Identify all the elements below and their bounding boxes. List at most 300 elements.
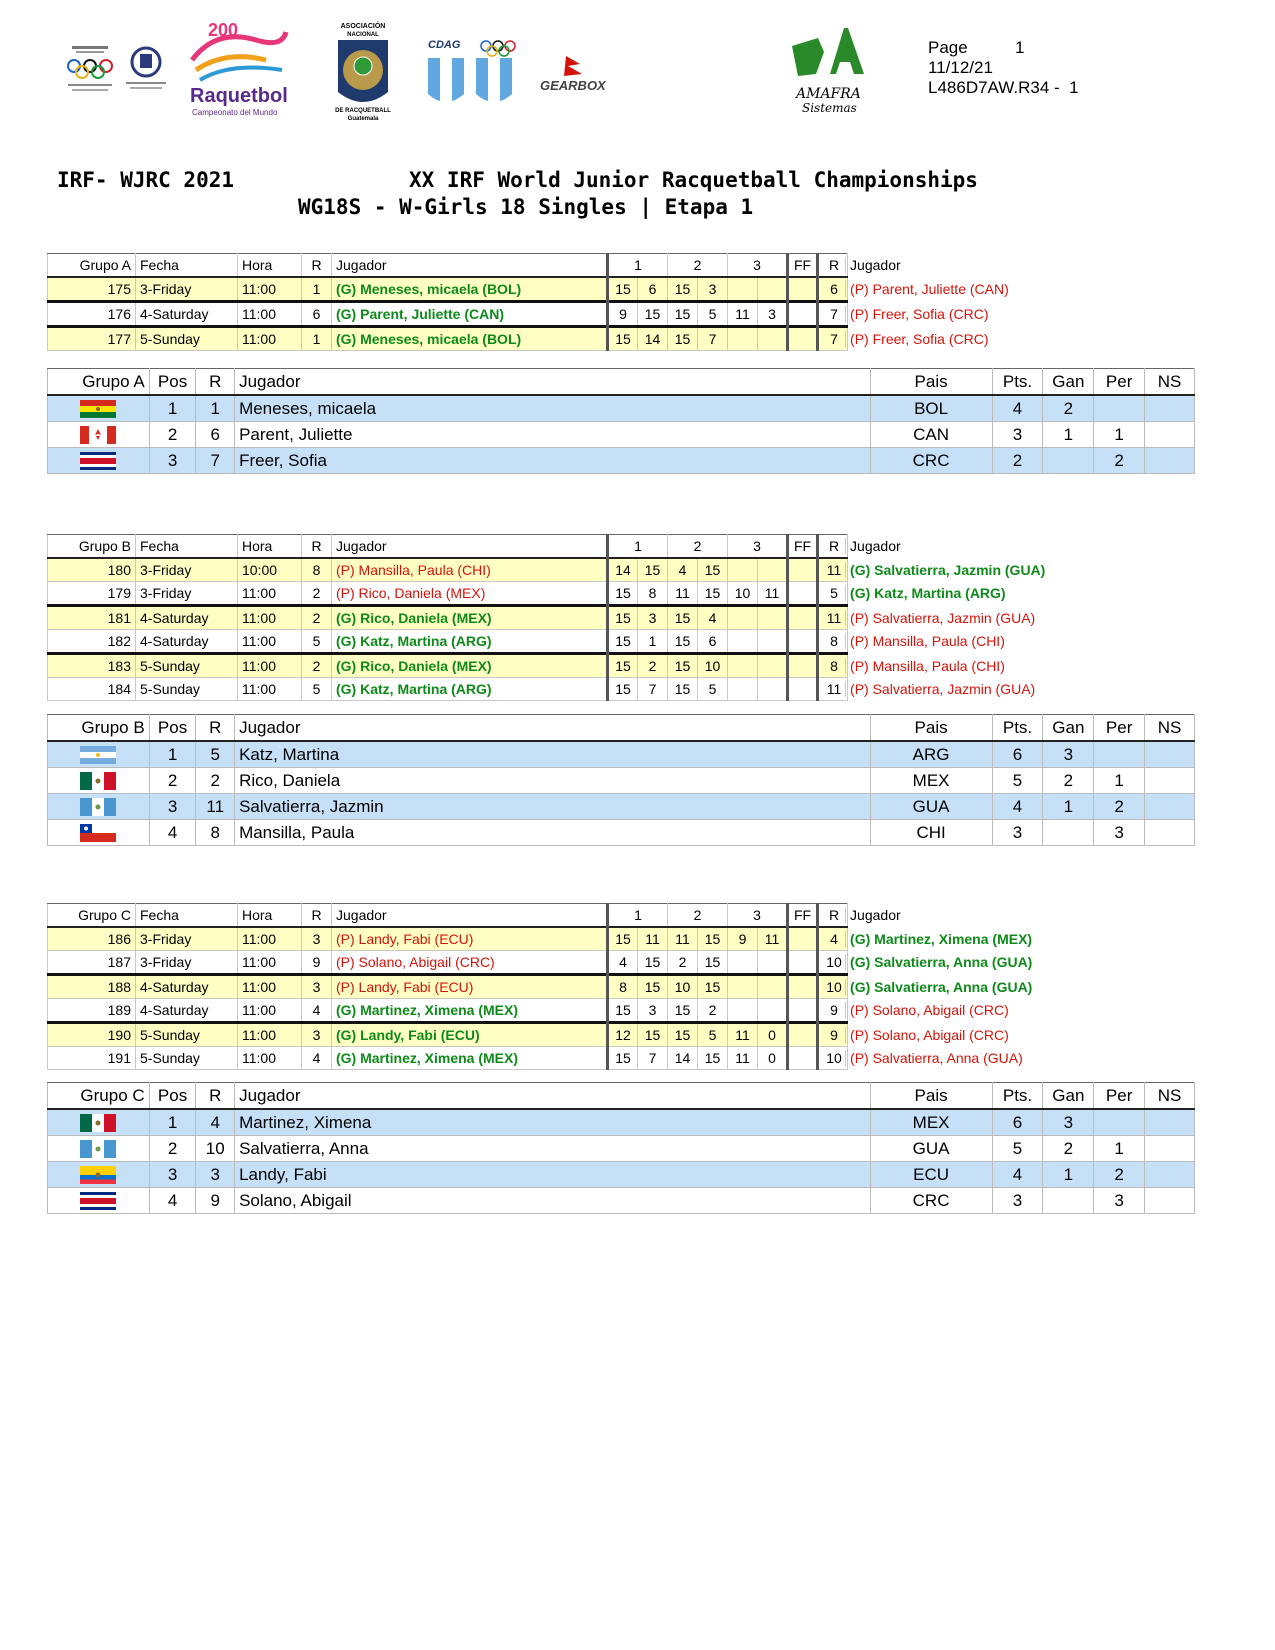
sports-university-logo <box>124 44 168 96</box>
match-row <box>48 654 1220 678</box>
match-r1: 5 <box>302 630 332 654</box>
standing-pos: 4 <box>149 1188 196 1214</box>
standing-pos: 1 <box>149 741 196 768</box>
match-player1: (P) Mansilla, Paula (CHI) <box>332 558 608 582</box>
match-opponent <box>818 654 1005 678</box>
standing-r: 11 <box>196 794 235 820</box>
standing-pais: CRC <box>870 448 992 474</box>
match-r1: 4 <box>302 1047 332 1070</box>
match-score: 14 <box>668 1047 698 1070</box>
match-score: 4 <box>668 558 698 582</box>
match-hora: 11:00 <box>238 678 302 701</box>
match-score: 15 <box>668 302 698 327</box>
match-id: 183 <box>48 654 136 678</box>
match-ff <box>788 975 818 999</box>
match-score: 11 <box>668 582 698 606</box>
match-r2: 7 <box>823 306 846 322</box>
match-id: 176 <box>48 302 136 327</box>
col-opponent <box>818 535 901 559</box>
match-player1: (G) Meneses, micaela (BOL) <box>332 277 608 302</box>
match-r1: 1 <box>302 277 332 302</box>
col-gan: Gan <box>1043 369 1094 396</box>
match-player2: (G) Katz, Martina (ARG) <box>850 585 1006 601</box>
match-id: 180 <box>48 558 136 582</box>
asociacion-racquetball-guatemala-logo <box>330 20 396 124</box>
col-set-2: 2 <box>668 254 728 278</box>
match-score: 10 <box>728 582 758 606</box>
match-score: 15 <box>668 678 698 701</box>
match-player2: (G) Martinez, Ximena (MEX) <box>850 931 1033 947</box>
col-pos: Pos <box>149 1083 196 1110</box>
match-row <box>48 1047 1220 1070</box>
match-ff <box>788 582 818 606</box>
standing-per <box>1094 395 1145 422</box>
standing-pos: 3 <box>149 1162 196 1188</box>
match-player2: (P) Salvatierra, Anna (GUA) <box>850 1050 1023 1066</box>
col-r: R <box>196 1083 235 1110</box>
standing-gan: 2 <box>1043 1136 1094 1162</box>
match-score: 14 <box>638 327 668 351</box>
match-player1: (P) Landy, Fabi (ECU) <box>332 975 608 999</box>
match-score: 15 <box>668 277 698 302</box>
match-r2: 10 <box>823 1050 846 1066</box>
match-score: 3 <box>638 999 668 1023</box>
standings-header-row <box>48 715 1195 742</box>
match-id: 177 <box>48 327 136 351</box>
standing-pais: ECU <box>870 1162 992 1188</box>
match-score: 6 <box>698 630 728 654</box>
match-id: 184 <box>48 678 136 701</box>
match-row <box>48 606 1220 630</box>
match-r2: 5 <box>823 585 846 601</box>
col-jugador2: Jugador <box>850 257 901 273</box>
standings-row <box>48 794 1195 820</box>
standing-player: Rico, Daniela <box>235 768 871 794</box>
standing-player: Katz, Martina <box>235 741 871 768</box>
standing-pos: 2 <box>149 422 196 448</box>
event-subtitle: WG18S - W-Girls 18 Singles | Etapa 1 <box>298 195 754 219</box>
match-score: 9 <box>728 927 758 951</box>
match-score: 8 <box>608 975 638 999</box>
match-score: 15 <box>638 302 668 327</box>
match-score: 14 <box>608 558 638 582</box>
standing-per: 3 <box>1094 820 1145 846</box>
standing-pos: 2 <box>149 768 196 794</box>
match-r2: 9 <box>823 1002 846 1018</box>
match-r1: 5 <box>302 678 332 701</box>
match-ff <box>788 1047 818 1070</box>
match-opponent <box>818 630 1005 654</box>
col-pais: Pais <box>870 715 992 742</box>
col-hora: Hora <box>238 904 302 928</box>
match-score: 0 <box>758 1047 788 1070</box>
standing-r: 10 <box>196 1136 235 1162</box>
standing-r: 9 <box>196 1188 235 1214</box>
standing-player: Mansilla, Paula <box>235 820 871 846</box>
col-r: R <box>302 535 332 559</box>
col-opponent <box>818 254 901 278</box>
match-id: 179 <box>48 582 136 606</box>
group-name: Grupo C <box>48 1083 150 1110</box>
col-pos: Pos <box>149 369 196 396</box>
match-hora: 11:00 <box>238 1047 302 1070</box>
standing-per <box>1094 1109 1145 1136</box>
match-id: 175 <box>48 277 136 302</box>
match-fecha: 4-Saturday <box>136 999 238 1023</box>
col-jugador: Jugador <box>235 1083 871 1110</box>
standing-gan <box>1043 1188 1094 1214</box>
match-fecha: 5-Sunday <box>136 654 238 678</box>
svg-text:CDAG: CDAG <box>428 39 461 51</box>
standing-ns <box>1145 1188 1195 1214</box>
svg-text:Sistemas: Sistemas <box>802 101 857 115</box>
standing-per: 1 <box>1094 422 1145 448</box>
match-hora: 11:00 <box>238 606 302 630</box>
col-set-3: 3 <box>728 535 788 559</box>
match-table <box>47 253 1220 351</box>
standing-player: Landy, Fabi <box>235 1162 871 1188</box>
standing-r: 6 <box>196 422 235 448</box>
col-set-3: 3 <box>728 254 788 278</box>
standing-gan: 1 <box>1043 422 1094 448</box>
match-score <box>758 630 788 654</box>
match-score <box>728 558 758 582</box>
col-gan: Gan <box>1043 1083 1094 1110</box>
match-score: 4 <box>698 606 728 630</box>
match-score: 4 <box>608 951 638 975</box>
gua-flag-icon <box>48 1136 150 1162</box>
group-name: Grupo B <box>48 535 136 559</box>
svg-text:DE RACQUETBALL: DE RACQUETBALL <box>335 108 391 114</box>
page-label: Page <box>928 38 968 57</box>
standing-gan: 1 <box>1043 1162 1094 1188</box>
match-opponent <box>818 927 1033 951</box>
standings-table <box>47 714 1195 846</box>
standing-pais: MEX <box>870 768 992 794</box>
standing-per: 1 <box>1094 1136 1145 1162</box>
match-r2: 10 <box>823 979 846 995</box>
match-score: 15 <box>638 1023 668 1047</box>
standing-ns <box>1145 1162 1195 1188</box>
standings-table <box>47 368 1195 474</box>
match-score: 3 <box>758 302 788 327</box>
standing-r: 7 <box>196 448 235 474</box>
amafra-sistemas-logo <box>788 24 870 116</box>
match-score: 12 <box>608 1023 638 1047</box>
match-score: 15 <box>608 327 638 351</box>
match-score <box>728 606 758 630</box>
match-score: 7 <box>638 678 668 701</box>
col-opponent <box>818 904 901 928</box>
match-opponent <box>818 999 1009 1023</box>
standings-row <box>48 1162 1195 1188</box>
standing-pts: 5 <box>992 1136 1043 1162</box>
match-score: 1 <box>638 630 668 654</box>
match-opponent <box>818 678 1036 701</box>
col-hora: Hora <box>238 535 302 559</box>
standing-per: 2 <box>1094 448 1145 474</box>
standing-pts: 3 <box>992 820 1043 846</box>
col-jugador: Jugador <box>332 535 608 559</box>
match-fecha: 3-Friday <box>136 582 238 606</box>
match-score: 11 <box>728 302 758 327</box>
match-score <box>728 654 758 678</box>
match-r1: 1 <box>302 327 332 351</box>
match-r1: 2 <box>302 654 332 678</box>
match-id: 188 <box>48 975 136 999</box>
standing-r: 4 <box>196 1109 235 1136</box>
match-id: 189 <box>48 999 136 1023</box>
standing-r: 5 <box>196 741 235 768</box>
standings-row <box>48 820 1195 846</box>
match-score: 6 <box>638 277 668 302</box>
standing-gan: 2 <box>1043 395 1094 422</box>
standing-pts: 4 <box>992 794 1043 820</box>
match-id: 191 <box>48 1047 136 1070</box>
match-id: 186 <box>48 927 136 951</box>
col-ns: NS <box>1145 1083 1195 1110</box>
standing-ns <box>1145 768 1195 794</box>
match-r2: 8 <box>823 633 846 649</box>
match-score: 15 <box>698 975 728 999</box>
standing-per: 2 <box>1094 794 1145 820</box>
col-set-2: 2 <box>668 535 728 559</box>
col-r2: R <box>823 538 846 554</box>
match-hora: 11:00 <box>238 654 302 678</box>
col-jugador: Jugador <box>235 715 871 742</box>
match-hora: 11:00 <box>238 927 302 951</box>
match-score: 15 <box>668 630 698 654</box>
match-r2: 11 <box>823 562 846 578</box>
match-player2: (G) Salvatierra, Anna (GUA) <box>850 979 1033 995</box>
chi-flag-icon <box>48 820 150 846</box>
gearbox-logo <box>538 52 634 98</box>
standing-per: 2 <box>1094 1162 1145 1188</box>
match-row <box>48 630 1220 654</box>
standings-row <box>48 741 1195 768</box>
match-row <box>48 951 1220 975</box>
match-row <box>48 999 1220 1023</box>
raquetbol-text: Raquetbol <box>190 85 288 107</box>
report-date: 11/12/21 <box>928 58 993 77</box>
match-score: 15 <box>698 582 728 606</box>
standing-gan: 3 <box>1043 741 1094 768</box>
match-row <box>48 302 1220 327</box>
match-score: 2 <box>698 999 728 1023</box>
group-name: Grupo A <box>48 369 150 396</box>
crc-flag-icon <box>48 448 150 474</box>
match-score: 15 <box>608 654 638 678</box>
arg-flag-icon <box>48 741 150 768</box>
match-id: 181 <box>48 606 136 630</box>
standing-gan: 3 <box>1043 1109 1094 1136</box>
match-score <box>728 951 758 975</box>
standing-pos: 1 <box>149 395 196 422</box>
match-score <box>728 975 758 999</box>
standing-pais: ARG <box>870 741 992 768</box>
match-score <box>758 975 788 999</box>
match-score: 15 <box>638 558 668 582</box>
match-hora: 11:00 <box>238 630 302 654</box>
match-r1: 3 <box>302 975 332 999</box>
col-pts: Pts. <box>992 369 1043 396</box>
standing-pos: 2 <box>149 1136 196 1162</box>
match-score: 15 <box>608 630 638 654</box>
match-hora: 11:00 <box>238 277 302 302</box>
standing-pts: 2 <box>992 448 1043 474</box>
match-row <box>48 327 1220 351</box>
match-r2: 11 <box>823 681 846 697</box>
gua-flag-icon <box>48 794 150 820</box>
match-ff <box>788 1023 818 1047</box>
match-opponent <box>818 951 1033 975</box>
standing-ns <box>1145 395 1195 422</box>
match-row <box>48 582 1220 606</box>
match-score: 15 <box>608 606 638 630</box>
svg-text:AMAFRA: AMAFRA <box>796 86 861 102</box>
match-score <box>758 277 788 302</box>
match-r1: 8 <box>302 558 332 582</box>
standings-row <box>48 1188 1195 1214</box>
match-score <box>728 327 758 351</box>
match-id: 182 <box>48 630 136 654</box>
standing-pos: 1 <box>149 1109 196 1136</box>
col-fecha: Fecha <box>136 254 238 278</box>
col-jugador: Jugador <box>332 904 608 928</box>
standing-ns <box>1145 741 1195 768</box>
match-score: 8 <box>638 582 668 606</box>
standings-row <box>48 422 1195 448</box>
match-r1: 3 <box>302 927 332 951</box>
standing-r: 8 <box>196 820 235 846</box>
can-flag-icon <box>48 422 150 448</box>
match-r1: 2 <box>302 582 332 606</box>
match-score <box>758 951 788 975</box>
match-score <box>728 630 758 654</box>
match-ff <box>788 277 818 302</box>
col-ff: FF <box>788 535 818 559</box>
match-hora: 11:00 <box>238 302 302 327</box>
col-fecha: Fecha <box>136 904 238 928</box>
standing-pts: 5 <box>992 768 1043 794</box>
match-score: 0 <box>758 1023 788 1047</box>
match-r1: 2 <box>302 606 332 630</box>
match-r2: 10 <box>823 954 846 970</box>
page-number: 1 <box>1014 38 1025 57</box>
match-score: 15 <box>698 951 728 975</box>
standing-pais: BOL <box>870 395 992 422</box>
standings-row <box>48 768 1195 794</box>
col-gan: Gan <box>1043 715 1094 742</box>
match-score: 15 <box>668 327 698 351</box>
match-score: 15 <box>668 654 698 678</box>
match-opponent <box>818 558 1046 582</box>
match-opponent <box>818 302 989 327</box>
match-player1: (P) Rico, Daniela (MEX) <box>332 582 608 606</box>
standing-ns <box>1145 1136 1195 1162</box>
match-fecha: 4-Saturday <box>136 975 238 999</box>
col-per: Per <box>1094 369 1145 396</box>
match-score <box>728 277 758 302</box>
col-r: R <box>196 369 235 396</box>
match-opponent <box>818 582 1006 606</box>
standing-pts: 4 <box>992 1162 1043 1188</box>
match-row <box>48 558 1220 582</box>
match-score: 15 <box>638 975 668 999</box>
col-set-1: 1 <box>608 535 668 559</box>
standing-player: Meneses, micaela <box>235 395 871 422</box>
standings-table <box>47 1082 1195 1214</box>
match-score: 15 <box>608 999 638 1023</box>
match-ff <box>788 302 818 327</box>
match-fecha: 4-Saturday <box>136 630 238 654</box>
match-hora: 11:00 <box>238 582 302 606</box>
match-player2: (P) Mansilla, Paula (CHI) <box>850 658 1005 674</box>
match-score: 15 <box>668 999 698 1023</box>
match-player2: (G) Salvatierra, Anna (GUA) <box>850 954 1033 970</box>
match-score: 3 <box>638 606 668 630</box>
match-r2: 8 <box>823 658 846 674</box>
match-score: 11 <box>728 1023 758 1047</box>
match-r1: 9 <box>302 951 332 975</box>
match-ff <box>788 654 818 678</box>
match-score: 5 <box>698 1023 728 1047</box>
match-score: 15 <box>698 558 728 582</box>
standing-ns <box>1145 1109 1195 1136</box>
match-player2: (P) Freer, Sofia (CRC) <box>850 331 989 347</box>
match-score: 15 <box>668 606 698 630</box>
match-player1: (G) Rico, Daniela (MEX) <box>332 654 608 678</box>
match-fecha: 4-Saturday <box>136 302 238 327</box>
match-player1: (G) Katz, Martina (ARG) <box>332 630 608 654</box>
svg-text:GEARBOX: GEARBOX <box>540 78 606 93</box>
standing-pts: 4 <box>992 395 1043 422</box>
match-row <box>48 678 1220 701</box>
match-player2: (P) Freer, Sofia (CRC) <box>850 306 989 322</box>
match-score <box>758 678 788 701</box>
match-score: 11 <box>728 1047 758 1070</box>
match-score: 3 <box>698 277 728 302</box>
standing-per: 1 <box>1094 768 1145 794</box>
match-id: 190 <box>48 1023 136 1047</box>
standings-header-row <box>48 369 1195 396</box>
col-jugador: Jugador <box>332 254 608 278</box>
col-pais: Pais <box>870 1083 992 1110</box>
match-player1: (G) Meneses, micaela (BOL) <box>332 327 608 351</box>
match-fecha: 3-Friday <box>136 951 238 975</box>
col-pos: Pos <box>149 715 196 742</box>
svg-text:Guatemala: Guatemala <box>347 116 379 122</box>
group-name: Grupo A <box>48 254 136 278</box>
match-player2: (P) Solano, Abigail (CRC) <box>850 1002 1009 1018</box>
standings-row <box>48 395 1195 422</box>
match-fecha: 5-Sunday <box>136 1047 238 1070</box>
standing-player: Parent, Juliette <box>235 422 871 448</box>
col-pts: Pts. <box>992 715 1043 742</box>
col-r2: R <box>823 907 846 923</box>
standing-gan <box>1043 820 1094 846</box>
standing-r: 1 <box>196 395 235 422</box>
mex-flag-icon <box>48 1109 150 1136</box>
match-player1: (P) Landy, Fabi (ECU) <box>332 927 608 951</box>
match-score <box>758 999 788 1023</box>
match-opponent <box>818 277 1009 302</box>
match-score <box>728 678 758 701</box>
match-ff <box>788 606 818 630</box>
standing-pos: 4 <box>149 820 196 846</box>
match-score: 5 <box>698 302 728 327</box>
match-score: 15 <box>698 1047 728 1070</box>
